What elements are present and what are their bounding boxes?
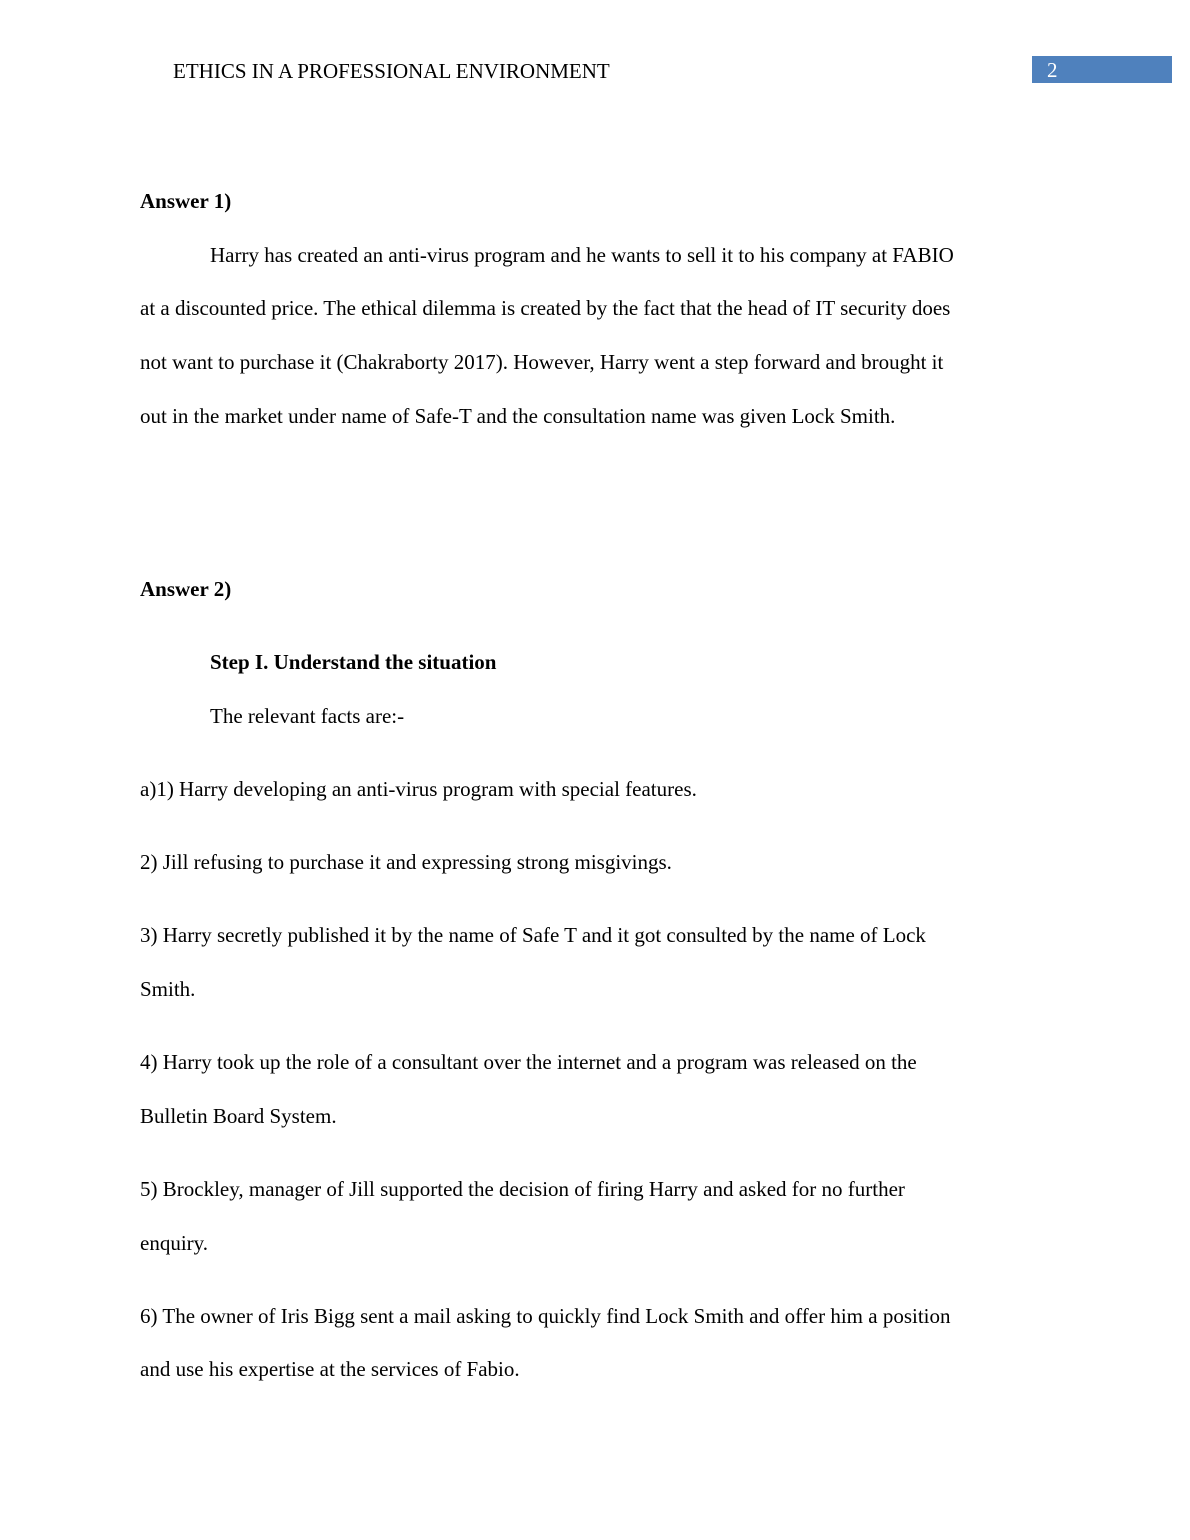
fact-item-3-continued: Smith. — [140, 977, 196, 1001]
answer-1-paragraph-line: Harry has created an anti-virus program and he wants to sell it to his company at FABIO — [210, 243, 954, 267]
answer-1-paragraph-line: out in the market under name of Safe-T and the consultation name was given Lock Smith. — [140, 404, 896, 428]
answer-1-paragraph-line: at a discounted price. The ethical dilemma is created by the fact that the head of IT security does — [140, 296, 951, 320]
fact-item-1: a)1) Harry developing an anti-virus program with special features. — [140, 777, 697, 801]
fact-item-6: 6) The owner of Iris Bigg sent a mail asking to quickly find Lock Smith and offer him a position — [140, 1304, 951, 1328]
page-number-badge: 2 — [1032, 56, 1172, 83]
fact-item-6-continued: and use his expertise at the services of Fabio. — [140, 1357, 520, 1381]
fact-item-5-continued: enquiry. — [140, 1231, 209, 1255]
fact-item-4: 4) Harry took up the role of a consultant over the internet and a program was released on the — [140, 1050, 917, 1074]
fact-item-2: 2) Jill refusing to purchase it and expressing strong misgivings. — [140, 850, 672, 874]
fact-item-3: 3) Harry secretly published it by the name of Safe T and it got consulted by the name of Lock — [140, 923, 926, 947]
fact-item-4-continued: Bulletin Board System. — [140, 1104, 337, 1128]
fact-item-5: 5) Brockley, manager of Jill supported the decision of firing Harry and asked for no further — [140, 1177, 905, 1201]
answer-1-paragraph-line: not want to purchase it (Chakraborty 2017). However, Harry went a step forward and brought it — [140, 350, 944, 374]
step-1-heading: Step I. Understand the situation — [210, 650, 497, 674]
answer-1-heading: Answer 1) — [140, 189, 232, 213]
facts-intro: The relevant facts are:- — [210, 704, 405, 728]
running-header-title: ETHICS IN A PROFESSIONAL ENVIRONMENT — [173, 59, 610, 83]
answer-2-heading: Answer 2) — [140, 577, 232, 601]
